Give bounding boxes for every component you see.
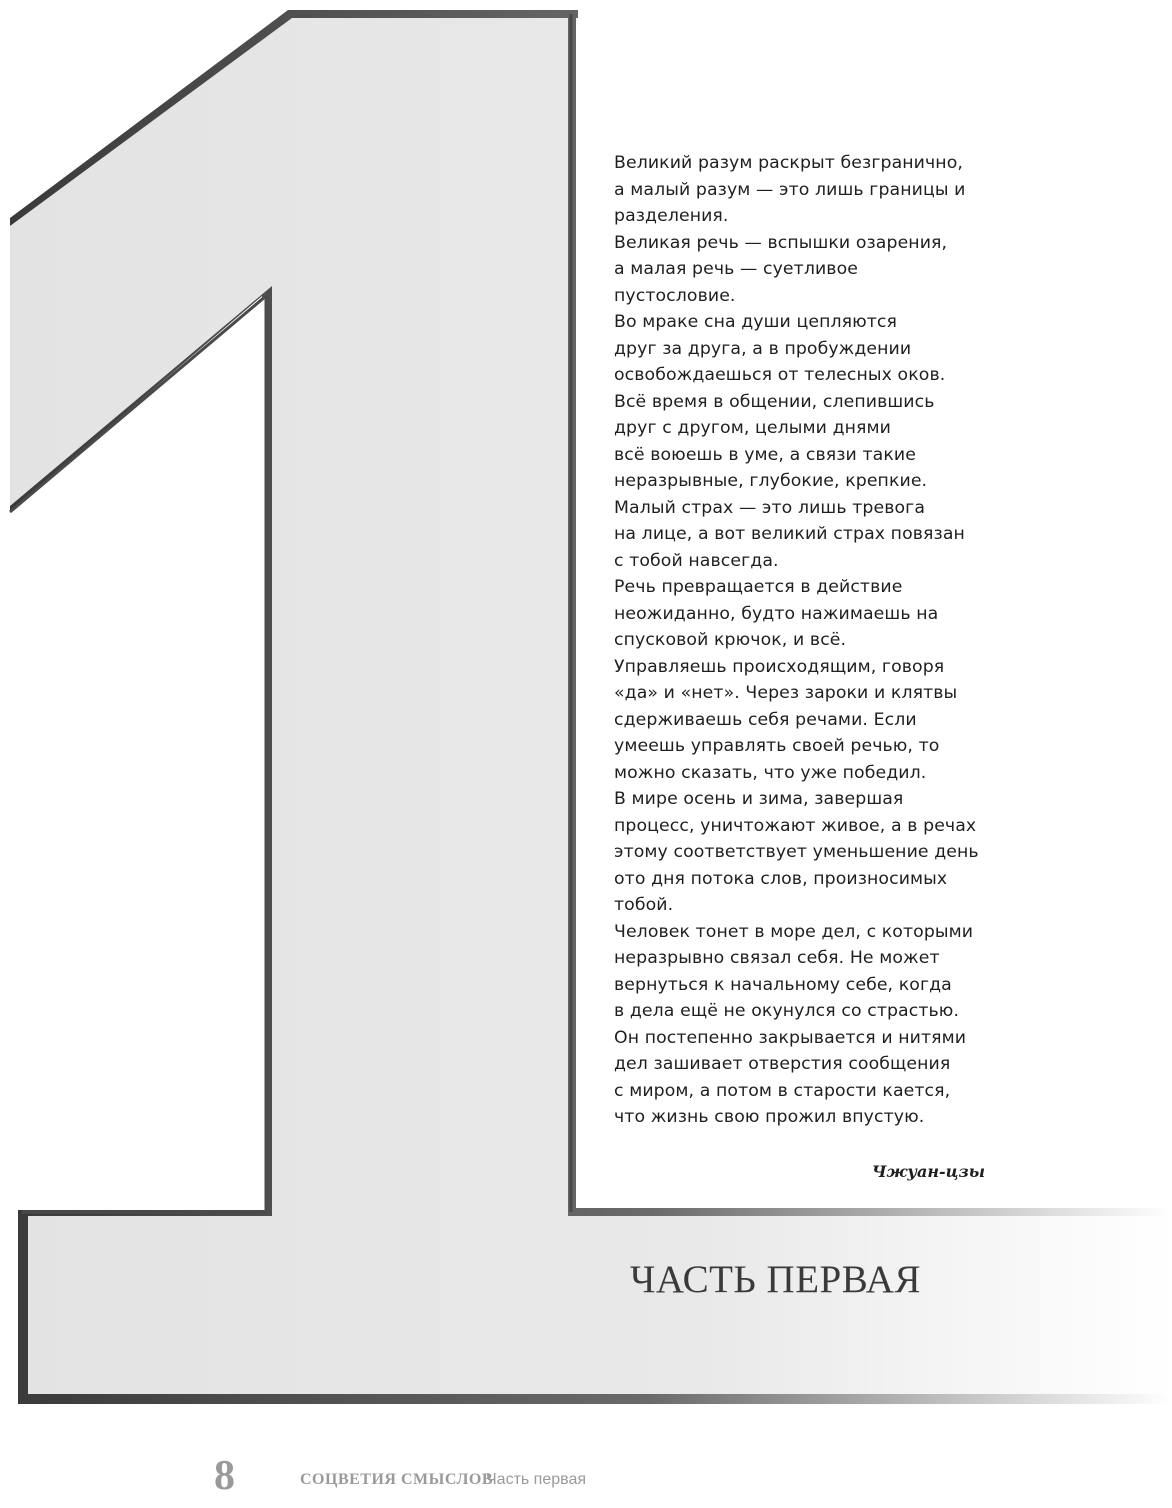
poem-line: а малая речь — суетливое xyxy=(614,259,858,279)
poem-line: освобождаешься от телесных оков. xyxy=(614,365,946,385)
poem-line: на лице, а вот великий страх повязан xyxy=(614,524,965,544)
poem-line: в дела ещё не окунулся со страстью. xyxy=(614,1001,960,1021)
poem-line: Речь превращается в действие xyxy=(614,577,903,597)
poem-line: друг с другом, целыми днями xyxy=(614,418,891,438)
epigraph-poem xyxy=(614,150,1014,1131)
footer-section-name: Часть первая xyxy=(486,1471,587,1488)
poem-line: неразрывно связал себя. Не может xyxy=(614,948,940,968)
poem-line: этому соответствует уменьшение день xyxy=(614,842,979,862)
poem-line: сдерживаешь себя речами. Если xyxy=(614,709,917,730)
epigraph-author: Чжуан-цзы xyxy=(871,1162,985,1181)
poem-line: пустословие. xyxy=(614,285,736,306)
poem-line: с тобой навсегда. xyxy=(614,550,779,571)
poem-line: неожиданно, будто нажимаешь на xyxy=(614,603,939,624)
poem-line: разделения. xyxy=(614,206,729,226)
poem-line: Малый страх — это лишь тревога xyxy=(614,497,926,518)
poem-line: неразрывные, глубокие, крепкие. xyxy=(614,471,928,491)
poem-line: спусковой крючок, и всё. xyxy=(614,630,847,650)
poem-line: Великий разум раскрыт безгранично, xyxy=(614,153,963,173)
part-title: ЧАСТЬ ПЕРВАЯ xyxy=(630,1258,921,1301)
poem-line: тобой. xyxy=(614,895,674,915)
poem-line: с миром, а потом в старости кается, xyxy=(614,1080,951,1101)
poem-line: умеешь управлять своей речью, то xyxy=(614,736,940,756)
poem-line: а малый разум — это лишь границы и xyxy=(614,179,966,200)
poem-line: что жизнь свою прожил впустую. xyxy=(614,1107,925,1127)
poem-line: Всё время в общении, слепившись xyxy=(614,391,935,412)
poem-line: Управляешь происходящим, говоря xyxy=(614,656,945,677)
poem-line: Великая речь — вспышки озарения, xyxy=(614,232,948,253)
poem-line: дел зашивает отверстия сообщения xyxy=(614,1054,951,1074)
poem-line: Во мраке сна души цепляются xyxy=(614,312,898,332)
poem-line: вернуться к начальному себе, когда xyxy=(614,974,952,995)
poem-line: ото дня потока слов, произносимых xyxy=(614,868,948,889)
poem-line: можно сказать, что уже победил. xyxy=(614,762,927,783)
poem-line: процесс, уничтожают живое, а в речах xyxy=(614,815,977,836)
poem-line: друг за друга, а в пробуждении xyxy=(614,338,912,359)
poem-line: Он постепенно закрывается и нитями xyxy=(614,1027,967,1048)
poem-line: В мире осень и зима, завершая xyxy=(614,789,904,809)
footer-book-title: СОЦВЕТИЯ СМЫСЛОВ xyxy=(300,1471,494,1488)
poem-line: всё воюешь в уме, а связи такие xyxy=(614,444,916,465)
poem-line: Человек тонет в море дел, с которыми xyxy=(614,921,974,942)
poem-line: «да» и «нет». Через зароки и клятвы xyxy=(614,683,958,703)
page-number: 8 xyxy=(214,1453,235,1499)
